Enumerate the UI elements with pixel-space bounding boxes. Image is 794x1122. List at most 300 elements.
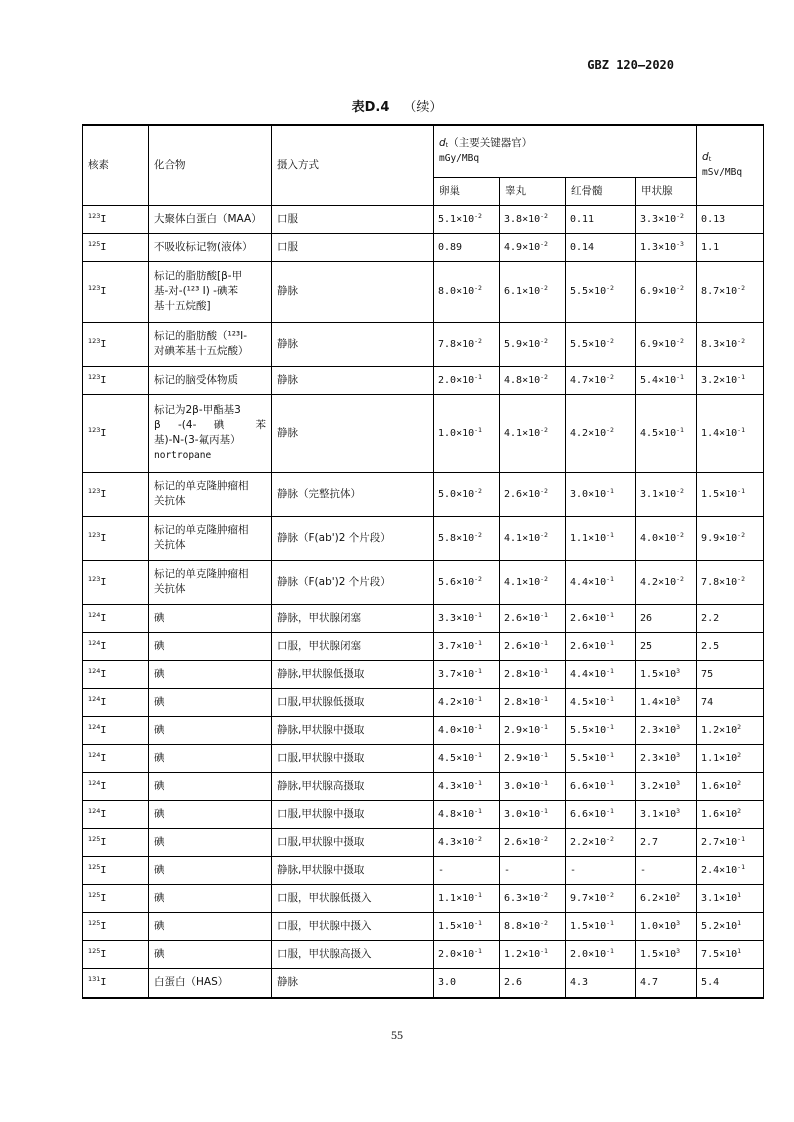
thyroid-dose-cell: $3.1\times 10^{-2}$ — [636, 472, 697, 516]
ovary-dose-cell: $7.8\times 10^{-2}$ — [434, 322, 500, 366]
red-marrow-dose-cell: $4.5\times 10^{-1}$ — [566, 688, 636, 716]
testis-dose-cell — [500, 968, 566, 998]
table-body — [83, 205, 764, 998]
route-cell: 静脉，甲状腺闭塞 — [272, 604, 434, 632]
nuclide-element: I — [100, 488, 107, 500]
dose-mantissa: 2.6 — [504, 977, 523, 989]
nuclide-element: I — [100, 948, 107, 960]
dose-mantissa: 4.8 — [438, 808, 457, 820]
dose-mantissa: 8.0 — [438, 286, 457, 297]
testis-dose-cell: $3.0\times 10^{-1}$ — [500, 772, 566, 800]
dose-mantissa: 5.8 — [438, 532, 457, 544]
dose-mantissa: 8.8 — [504, 920, 523, 932]
table-row — [83, 800, 764, 828]
dose-mantissa: 1.5 — [438, 920, 457, 932]
nuclide-element: I — [100, 892, 107, 904]
compound-line: 标记的脂肪酸[β-甲 — [154, 270, 243, 282]
dose-exponent: -2 — [737, 336, 745, 345]
ovary-dose-cell: $5.0\times 10^{-2}$ — [434, 472, 500, 516]
dose-mantissa: 4.2 — [570, 427, 589, 439]
dose-mantissa: 2.3 — [640, 752, 659, 764]
dose-mantissa: 3.7 — [438, 640, 457, 652]
dose-exponent: -1 — [540, 610, 548, 619]
ovary-dose-cell: $5.6\times 10^{-2}$ — [434, 560, 500, 604]
thyroid-dose-cell: $2.3\times 10^3$ — [636, 744, 697, 772]
testis-dose-cell: $6.1\times 10^{-2}$ — [500, 261, 566, 322]
table-row — [83, 472, 764, 516]
dose-mantissa: 5.1 — [438, 213, 457, 225]
dose-mantissa: 1.0 — [640, 920, 659, 932]
compound-line: 标记为2β-甲酯基3 — [154, 404, 241, 416]
dose-mantissa: 5.4 — [701, 977, 720, 989]
total-dose-cell: $1.2\times 10^2$ — [697, 716, 764, 744]
ovary-dose-cell — [434, 968, 500, 998]
ovary-dose-cell: $5.8\times 10^{-2}$ — [434, 516, 500, 560]
route-cell: 静脉 — [272, 394, 434, 472]
dose-mantissa: 3.7 — [438, 668, 457, 680]
red-marrow-dose-cell: $5.5\times 10^{-2}$ — [566, 261, 636, 322]
dose-exponent: -1 — [606, 694, 614, 703]
dose-exponent: 3 — [676, 750, 681, 759]
dose-mantissa: 2.9 — [504, 724, 523, 736]
dose-exponent: 3 — [676, 694, 681, 703]
ovary-dose-cell: $3.3\times 10^{-1}$ — [434, 604, 500, 632]
nuclide-cell — [83, 394, 149, 472]
nuclide-mass-number: 125 — [88, 946, 101, 955]
compound-cell: 白蛋白（HAS） — [149, 968, 272, 998]
route-cell: 静脉,甲状腺低摄取 — [272, 660, 434, 688]
thyroid-dose-cell: $1.3\times 10^{-3}$ — [636, 233, 697, 261]
thyroid-dose-cell: $1.5\times 10^3$ — [636, 940, 697, 968]
compound-cell: 碘 — [149, 800, 272, 828]
nuclide-mass-number: 124 — [88, 750, 101, 759]
dose-mantissa: 6.6 — [570, 808, 589, 820]
dose-exponent: -1 — [474, 750, 482, 759]
nuclide-cell — [83, 261, 149, 322]
thyroid-dose-cell: $1.5\times 10^3$ — [636, 660, 697, 688]
testis-dose-cell: $3.8\times 10^{-2}$ — [500, 205, 566, 233]
dose-mantissa: 2.7 — [701, 836, 720, 848]
compound-line: 标记的单克隆肿瘤相 — [154, 524, 249, 536]
dose-exponent: -2 — [676, 211, 684, 220]
total-dose-cell: $1.5\times 10^{-1}$ — [697, 472, 764, 516]
header-organ-ovary: 卵巢 — [434, 177, 500, 205]
dose-mantissa: 4.4 — [570, 668, 589, 680]
nuclide-cell — [83, 968, 149, 998]
dose-mantissa: 1.1 — [570, 532, 589, 544]
thyroid-dose-cell: $5.4\times 10^{-1}$ — [636, 366, 697, 394]
nuclide-element: I — [100, 640, 107, 652]
compound-cell: 碘 — [149, 632, 272, 660]
testis-dose-cell: $2.8\times 10^{-1}$ — [500, 688, 566, 716]
testis-dose-cell: $2.6\times 10^{-1}$ — [500, 632, 566, 660]
total-dose-cell: $2.4\times 10^{-1}$ — [697, 856, 764, 884]
ovary-dose-cell: $4.8\times 10^{-1}$ — [434, 800, 500, 828]
dose-mantissa: 4.1 — [504, 427, 523, 439]
table-row — [83, 261, 764, 322]
header-organ-dose-unit: mGy/MBq — [439, 153, 480, 165]
dose-mantissa: 2.6 — [504, 612, 523, 624]
nuclide-mass-number: 124 — [88, 610, 101, 619]
dose-exponent: -1 — [474, 638, 482, 647]
compound-cell: 碘 — [149, 716, 272, 744]
compound-line: 关抗体 — [154, 539, 186, 551]
dose-mantissa: 3.8 — [504, 213, 523, 225]
nuclide-element: I — [100, 668, 107, 680]
nuclide-element: I — [100, 213, 107, 225]
dose-mantissa: 5.6 — [438, 576, 457, 588]
dose-mantissa: 1.3 — [640, 241, 659, 253]
red-marrow-dose-cell: $5.5\times 10^{-1}$ — [566, 744, 636, 772]
dose-mantissa: 4.4 — [570, 576, 589, 588]
header-organ-dose-symbol: d — [439, 137, 446, 150]
route-cell: 口服，甲状腺闭塞 — [272, 632, 434, 660]
nuclide-cell — [83, 688, 149, 716]
red-marrow-dose-cell: $1.1\times 10^{-1}$ — [566, 516, 636, 560]
nuclide-element: I — [100, 920, 107, 932]
dose-mantissa: 3.0 — [504, 780, 523, 792]
thyroid-dose-cell: $4.2\times 10^{-2}$ — [636, 560, 697, 604]
nuclide-mass-number: 123 — [88, 486, 101, 495]
table-row — [83, 884, 764, 912]
nuclide-element: I — [100, 338, 107, 350]
red-marrow-dose-cell: $2.6\times 10^{-1}$ — [566, 632, 636, 660]
dose-exponent: -2 — [540, 486, 548, 495]
ovary-dose-cell: $2.0\times 10^{-1}$ — [434, 366, 500, 394]
route-cell: 静脉 — [272, 322, 434, 366]
thyroid-dose-cell: $1.0\times 10^3$ — [636, 912, 697, 940]
table-row — [83, 772, 764, 800]
table-row — [83, 205, 764, 233]
dose-mantissa: 4.2 — [640, 576, 659, 588]
total-dose-cell: $3.2\times 10^{-1}$ — [697, 366, 764, 394]
header-organ-dose-sub: t — [445, 141, 449, 150]
dose-exponent: -2 — [540, 372, 548, 381]
testis-dose-cell: $6.3\times 10^{-2}$ — [500, 884, 566, 912]
ovary-dose-cell: $4.0\times 10^{-1}$ — [434, 716, 500, 744]
dose-exponent: -1 — [676, 425, 684, 434]
nuclide-mass-number: 124 — [88, 778, 101, 787]
dose-mantissa: 1.2 — [701, 724, 720, 736]
table-caption — [0, 96, 794, 115]
nuclide-cell — [83, 828, 149, 856]
standard-code: GBZ 120—2020 — [587, 58, 674, 72]
ovary-dose-cell: $4.3\times 10^{-2}$ — [434, 828, 500, 856]
compound-cell: 不吸收标记物(液体） — [149, 233, 272, 261]
dose-exponent: -2 — [676, 530, 684, 539]
compound-line: 关抗体 — [154, 583, 186, 595]
nuclide-element: I — [100, 696, 107, 708]
table-row — [83, 688, 764, 716]
header-organ-thyroid: 甲状腺 — [636, 177, 697, 205]
thyroid-dose-cell: $3.3\times 10^{-2}$ — [636, 205, 697, 233]
compound-line: 基-对-(¹²³ I) -碘苯 — [154, 285, 238, 297]
compound-cell — [149, 322, 272, 366]
dose-exponent: 1 — [737, 890, 742, 899]
dose-exponent: -1 — [606, 918, 614, 927]
testis-dose-cell: $1.2\times 10^{-1}$ — [500, 940, 566, 968]
dose-mantissa: 1.0 — [438, 427, 457, 439]
dose-mantissa: 1.6 — [701, 808, 720, 820]
route-cell: 静脉（F(ab')2 个片段） — [272, 560, 434, 604]
compound-cell — [149, 261, 272, 322]
table-caption-title: 表D.4 — [351, 100, 390, 115]
dose-mantissa: 5.4 — [640, 374, 659, 386]
dose-exponent: -2 — [474, 574, 482, 583]
ovary-dose-cell: $2.0\times 10^{-1}$ — [434, 940, 500, 968]
compound-cell — [149, 516, 272, 560]
table-row — [83, 516, 764, 560]
dose-exponent: -1 — [606, 638, 614, 647]
dose-exponent: -3 — [676, 239, 684, 248]
compound-cell — [149, 560, 272, 604]
route-cell: 口服,甲状腺中摄取 — [272, 828, 434, 856]
dose-mantissa: 2.3 — [640, 724, 659, 736]
dose-exponent: -1 — [606, 806, 614, 815]
compound-cell: 碘 — [149, 744, 272, 772]
nuclide-cell — [83, 912, 149, 940]
dose-exponent: -2 — [540, 336, 548, 345]
total-dose-cell — [697, 233, 764, 261]
dose-exponent: -2 — [676, 486, 684, 495]
compound-line: 基)-N-(3-氟丙基） — [154, 434, 241, 446]
dose-exponent: -1 — [606, 486, 614, 495]
ovary-dose-cell: $8.0\times 10^{-2}$ — [434, 261, 500, 322]
table-caption-continued: （续） — [403, 100, 443, 115]
ovary-dose-cell — [434, 856, 500, 884]
table-row — [83, 233, 764, 261]
thyroid-dose-cell — [636, 968, 697, 998]
thyroid-dose-cell — [636, 856, 697, 884]
nuclide-cell — [83, 940, 149, 968]
dose-exponent: -1 — [540, 750, 548, 759]
header-total-dose-symbol: d — [702, 151, 709, 164]
thyroid-dose-cell — [636, 828, 697, 856]
dose-exponent: -1 — [540, 778, 548, 787]
table-row — [83, 322, 764, 366]
dose-mantissa: 3.1 — [701, 892, 720, 904]
dose-mantissa: 4.2 — [438, 696, 457, 708]
route-cell: 口服,甲状腺中摄取 — [272, 744, 434, 772]
dose-exponent: 1 — [737, 946, 742, 955]
nuclide-cell — [83, 472, 149, 516]
nuclide-cell — [83, 516, 149, 560]
dose-exponent: -2 — [540, 239, 548, 248]
header-organ-dose — [434, 125, 697, 177]
dose-mantissa: 7.8 — [438, 338, 457, 350]
nuclide-mass-number: 124 — [88, 666, 101, 675]
dose-mantissa: 5.0 — [438, 488, 457, 500]
dose-exponent: -1 — [474, 806, 482, 815]
dose-mantissa: 1.5 — [640, 948, 659, 960]
dose-mantissa: 4.8 — [504, 374, 523, 386]
dose-exponent: 1 — [737, 918, 742, 927]
nuclide-element: I — [100, 576, 107, 588]
dose-mantissa: 9.9 — [701, 532, 720, 544]
table-row — [83, 394, 764, 472]
dose-mantissa: 3.2 — [640, 780, 659, 792]
total-dose-cell: $1.6\times 10^2$ — [697, 772, 764, 800]
dose-mantissa: 4.7 — [570, 374, 589, 386]
total-dose-cell: $7.8\times 10^{-2}$ — [697, 560, 764, 604]
route-cell: 静脉 — [272, 968, 434, 998]
red-marrow-dose-cell: $9.7\times 10^{-2}$ — [566, 884, 636, 912]
dose-mantissa: 3.3 — [438, 612, 457, 624]
nuclide-cell — [83, 800, 149, 828]
testis-dose-cell: $2.9\times 10^{-1}$ — [500, 744, 566, 772]
dose-exponent: 2 — [737, 778, 742, 787]
dose-mantissa: 7.8 — [701, 576, 720, 588]
total-dose-cell: $7.5\times 10^1$ — [697, 940, 764, 968]
dose-mantissa: 0.13 — [701, 213, 726, 225]
dose-exponent: -1 — [737, 834, 745, 843]
dose-exponent: -2 — [540, 284, 548, 292]
ovary-dose-cell: $3.7\times 10^{-1}$ — [434, 660, 500, 688]
compound-cell: 标记的脑受体物质 — [149, 366, 272, 394]
nuclide-element: I — [100, 864, 107, 876]
nuclide-cell — [83, 604, 149, 632]
dose-exponent: 3 — [676, 722, 681, 731]
route-cell: 静脉（F(ab')2 个片段） — [272, 516, 434, 560]
testis-dose-cell: $2.6\times 10^{-2}$ — [500, 828, 566, 856]
dose-mantissa: 2.0 — [438, 948, 457, 960]
dose-mantissa: 6.2 — [640, 892, 659, 904]
dose-exponent: -1 — [474, 890, 482, 899]
dose-exponent: -1 — [474, 666, 482, 675]
dose-mantissa: 2.2 — [701, 612, 720, 624]
dose-mantissa: 2.8 — [504, 696, 523, 708]
nuclide-mass-number: 124 — [88, 638, 101, 647]
nuclide-element: I — [100, 808, 107, 820]
testis-dose-cell: $2.9\times 10^{-1}$ — [500, 716, 566, 744]
nuclide-element: I — [100, 724, 107, 736]
route-cell: 静脉 — [272, 261, 434, 322]
dose-exponent: 3 — [676, 918, 681, 927]
compound-line: β -(4- 碘 苯 — [154, 419, 266, 431]
nuclide-element: I — [100, 780, 107, 792]
nuclide-mass-number: 125 — [88, 239, 101, 248]
table-row — [83, 744, 764, 772]
dose-mantissa: 1.6 — [701, 780, 720, 792]
testis-dose-cell: $2.8\times 10^{-1}$ — [500, 660, 566, 688]
route-cell: 静脉,甲状腺高摄取 — [272, 772, 434, 800]
dose-exponent: -1 — [606, 722, 614, 731]
nuclide-element: I — [100, 374, 107, 386]
testis-dose-cell: $5.9\times 10^{-2}$ — [500, 322, 566, 366]
nuclide-mass-number: 125 — [88, 862, 101, 871]
nuclide-element: I — [100, 752, 107, 764]
ovary-dose-cell — [434, 233, 500, 261]
dose-exponent: -1 — [737, 862, 745, 871]
red-marrow-dose-cell: $2.6\times 10^{-1}$ — [566, 604, 636, 632]
dose-mantissa: 2.0 — [438, 374, 457, 386]
red-marrow-dose-cell: $4.2\times 10^{-2}$ — [566, 394, 636, 472]
thyroid-dose-cell: $6.9\times 10^{-2}$ — [636, 322, 697, 366]
thyroid-dose-cell: $6.2\times 10^2$ — [636, 884, 697, 912]
dose-exponent: -2 — [474, 284, 482, 292]
compound-cell: 碘 — [149, 856, 272, 884]
table-row — [83, 716, 764, 744]
route-cell: 口服，甲状腺低摄入 — [272, 884, 434, 912]
red-marrow-dose-cell: $4.7\times 10^{-2}$ — [566, 366, 636, 394]
ovary-dose-cell: $1.5\times 10^{-1}$ — [434, 912, 500, 940]
total-dose-cell: $8.7\times 10^{-2}$ — [697, 261, 764, 322]
dose-mantissa: 4.0 — [438, 724, 457, 736]
header-route: 摄入方式 — [272, 125, 434, 205]
dose-exponent: -1 — [540, 694, 548, 703]
dose-exponent: -2 — [474, 336, 482, 345]
nuclide-mass-number: 125 — [88, 890, 101, 899]
dose-exponent: 2 — [737, 750, 742, 759]
ovary-dose-cell: $1.1\times 10^{-1}$ — [434, 884, 500, 912]
dose-exponent: 3 — [676, 806, 681, 815]
header-total-dose-sub: t — [708, 155, 712, 164]
dose-mantissa: 7.5 — [701, 948, 720, 960]
dose-mantissa: 8.3 — [701, 338, 720, 350]
red-marrow-dose-cell: $6.6\times 10^{-1}$ — [566, 800, 636, 828]
red-marrow-dose-cell: $5.5\times 10^{-2}$ — [566, 322, 636, 366]
dose-exponent: -1 — [474, 722, 482, 731]
testis-dose-cell: $4.8\times 10^{-2}$ — [500, 366, 566, 394]
red-marrow-dose-cell: $2.2\times 10^{-2}$ — [566, 828, 636, 856]
route-cell: 口服 — [272, 233, 434, 261]
dose-exponent: -1 — [737, 425, 745, 434]
compound-cell: 碘 — [149, 828, 272, 856]
testis-dose-cell: $4.1\times 10^{-2}$ — [500, 394, 566, 472]
dose-mantissa: 4.5 — [640, 427, 659, 439]
total-dose-cell: $3.1\times 10^1$ — [697, 884, 764, 912]
dose-exponent: -2 — [606, 834, 614, 843]
compound-cell: 碘 — [149, 884, 272, 912]
testis-dose-cell — [500, 856, 566, 884]
table-row — [83, 560, 764, 604]
dose-exponent: -2 — [606, 890, 614, 899]
dose-mantissa: 6.1 — [504, 286, 523, 297]
thyroid-dose-cell — [636, 632, 697, 660]
nuclide-cell — [83, 366, 149, 394]
total-dose-cell — [697, 968, 764, 998]
dose-mantissa: 0.11 — [570, 213, 595, 225]
dose-mantissa: 1.5 — [640, 668, 659, 680]
dose-exponent: -2 — [606, 284, 614, 292]
dose-mantissa: 3.2 — [701, 374, 720, 386]
dose-mantissa: 1.1 — [701, 752, 720, 764]
compound-cell: 碘 — [149, 688, 272, 716]
dose-exponent: -2 — [676, 336, 684, 345]
dose-mantissa: - — [570, 864, 577, 876]
table-row — [83, 940, 764, 968]
dose-mantissa: 0.14 — [570, 241, 595, 253]
dose-mantissa: 4.9 — [504, 241, 523, 253]
dose-exponent: 2 — [737, 722, 742, 731]
testis-dose-cell: $4.9\times 10^{-2}$ — [500, 233, 566, 261]
red-marrow-dose-cell — [566, 968, 636, 998]
dose-exponent: -1 — [474, 946, 482, 955]
thyroid-dose-cell — [636, 604, 697, 632]
dose-mantissa: 2.6 — [504, 488, 523, 500]
dose-mantissa: 3.0 — [504, 808, 523, 820]
total-dose-cell — [697, 205, 764, 233]
nuclide-mass-number: 124 — [88, 806, 101, 815]
red-marrow-dose-cell: $6.6\times 10^{-1}$ — [566, 772, 636, 800]
header-compound: 化合物 — [149, 125, 272, 205]
dose-mantissa: 2.7 — [640, 836, 659, 848]
dose-mantissa: 2.8 — [504, 668, 523, 680]
dose-mantissa: 4.1 — [504, 576, 523, 588]
dose-mantissa: 1.5 — [570, 920, 589, 932]
dose-mantissa: 4.3 — [570, 977, 589, 989]
dose-mantissa: 9.7 — [570, 892, 589, 904]
